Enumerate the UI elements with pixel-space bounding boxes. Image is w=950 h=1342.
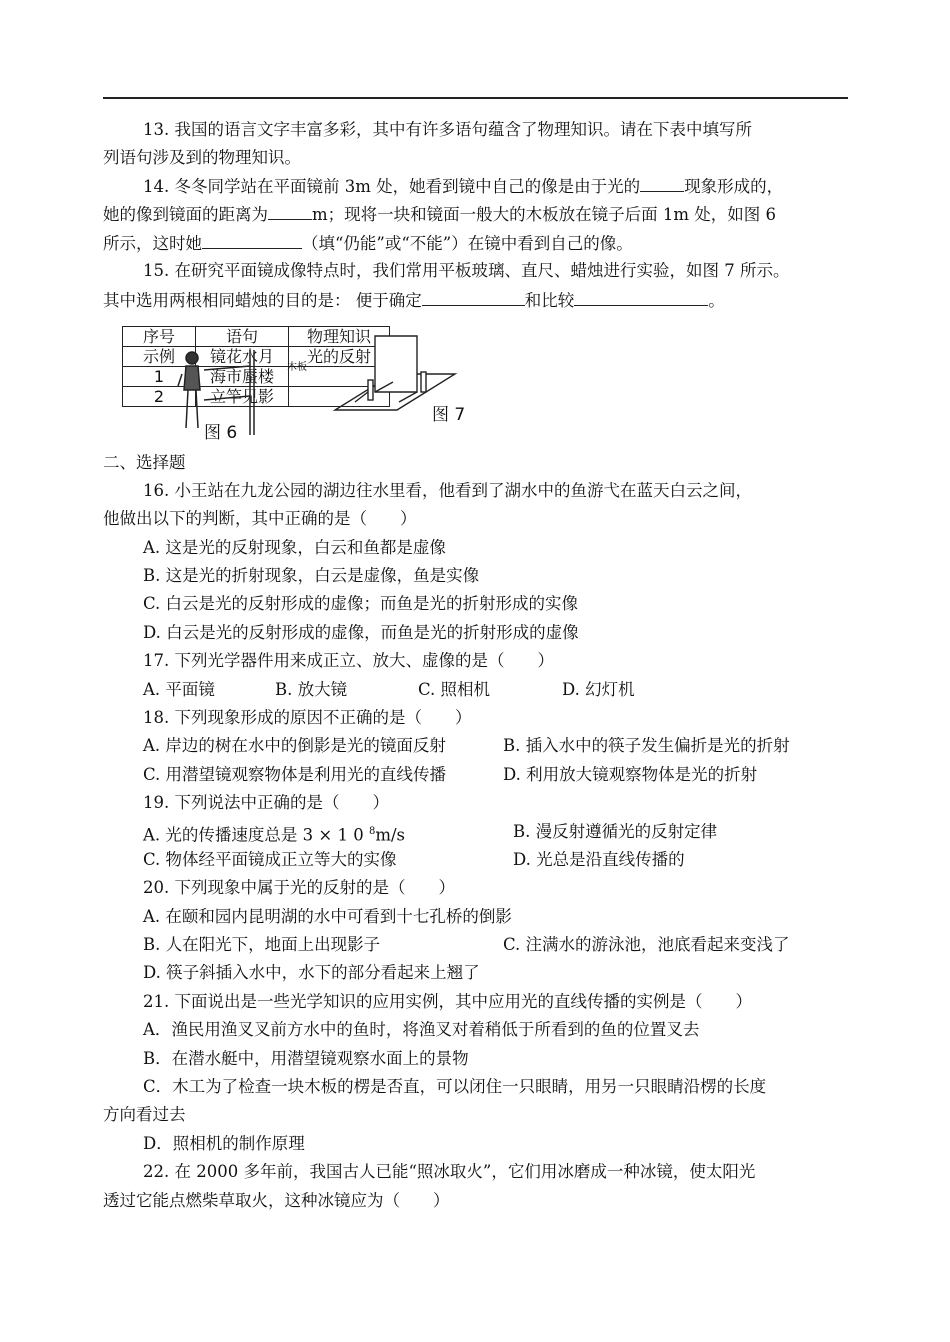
q14-line1b: 现象形成的， <box>684 177 784 196</box>
q19-a-unit: m/s <box>375 825 406 845</box>
q16-option-a[interactable]: A. 这是光的反射现象，白云和鱼都是虚像 <box>143 538 446 557</box>
q17-option-a[interactable]: A. 平面镜 <box>143 680 215 699</box>
q18-option-b[interactable]: B. 插入水中的筷子发生偏折是光的折射 <box>503 736 790 755</box>
q17-option-d[interactable]: D. 幻灯机 <box>562 680 635 699</box>
q21-option-c-line2[interactable]: 方向看过去 <box>103 1105 186 1124</box>
q16-option-c[interactable]: C. 白云是光的反射形成的虚像；而鱼是光的折射形成的实像 <box>143 594 579 613</box>
q14-line1 <box>143 175 783 198</box>
q15-line1: 15. 在研究平面镜成像特点时，我们常用平板玻璃、直尺、蜡烛进行实验，如图 7 所示。 <box>143 261 790 280</box>
q16-line1: 16. 小王站在九龙公园的湖边往水里看，他看到了湖水中的鱼游弋在蓝天白云之间， <box>143 481 752 500</box>
table-cell: 镜花水月 <box>196 347 289 367</box>
table-cell: 光的反射 <box>289 347 390 367</box>
q20-option-b[interactable]: B. 人在阳光下，地面上出现影子 <box>143 935 381 954</box>
q13-line2: 列语句涉及到的物理知识。 <box>103 148 301 167</box>
q19-stem: 19. 下列说法中正确的是（ ） <box>143 793 389 812</box>
q19-option-c[interactable]: C. 物体经平面镜成正立等大的实像 <box>143 850 397 869</box>
q19-a-text: A. 光的传播速度总是 3 × 1 0 <box>143 825 369 845</box>
q15-line2b: 和比较 <box>524 291 575 310</box>
q21-option-c-line1[interactable]: C．木工为了检查一块木板的楞是否直，可以闭住一只眼睛，用另一只眼睛沿楞的长度 <box>143 1077 767 1096</box>
table-cell: 2 <box>123 387 196 407</box>
q22-line1: 22. 在 2000 多年前，我国古人已能“照冰取火”，它们用冰磨成一种冰镜，使太阳光 <box>143 1162 756 1181</box>
girl-figure <box>178 352 200 428</box>
table-cell: 1 <box>123 367 196 387</box>
q21-option-a[interactable]: A．渔民用渔叉叉前方水中的鱼时，将渔叉对着稍低于所看到的鱼的位置叉去 <box>143 1020 700 1039</box>
q14-line2a: 她的像到镜面的距离为 <box>103 205 268 224</box>
table-header: 语句 <box>196 327 289 347</box>
section-choice-header: 二、选择题 <box>103 453 186 472</box>
figure-7-label: 图 7 <box>432 405 466 425</box>
q18-option-d[interactable]: D. 利用放大镜观察物体是光的折射 <box>503 765 758 784</box>
q21-option-d[interactable]: D．照相机的制作原理 <box>143 1134 305 1153</box>
q19-a-exponent: 8 <box>368 826 376 837</box>
candle-back <box>421 372 426 392</box>
q18-option-a[interactable]: A. 岸边的树在水中的倒影是光的镜面反射 <box>143 736 446 755</box>
q18-option-c[interactable]: C. 用潜望镜观察物体是利用光的直线传播 <box>143 765 447 784</box>
q16-line2: 他做出以下的判断，其中正确的是（ ） <box>103 509 417 528</box>
q17-option-c[interactable]: C. 照相机 <box>418 680 491 699</box>
q15-blank-2[interactable] <box>574 289 708 306</box>
board-label: 木板 <box>287 362 307 373</box>
q17-stem: 17. 下列光学器件用来成正立、放大、虚像的是（ ） <box>143 651 554 670</box>
q19-option-b[interactable]: B. 漫反射遵循光的反射定律 <box>513 822 718 841</box>
q15-line2a: 其中选用两根相同蜡烛的目的是： 便于确定 <box>103 291 422 310</box>
candle-front <box>368 380 373 400</box>
q18-stem: 18. 下列现象形成的原因不正确的是（ ） <box>143 708 472 727</box>
q14-blank-3[interactable] <box>202 232 302 249</box>
q17-option-b[interactable]: B. 放大镜 <box>275 680 348 699</box>
table-header: 物理知识 <box>289 327 390 347</box>
q14-line3 <box>103 232 633 255</box>
header-rule <box>103 97 848 99</box>
table-cell: 海市蜃楼 <box>196 367 289 387</box>
table-cell: 立竿见影 <box>196 387 289 407</box>
q14-line2 <box>103 203 776 226</box>
q15-line2 <box>103 289 725 312</box>
q14-blank-1[interactable] <box>640 175 684 192</box>
q20-option-c[interactable]: C. 注满水的游泳池，池底看起来变浅了 <box>503 935 790 954</box>
q14-line3b: （填“仍能”或“不能”）在镜中看到自己的像。 <box>302 234 633 253</box>
q20-stem: 20. 下列现象中属于光的反射的是（ ） <box>143 878 455 897</box>
q19-option-d[interactable]: D. 光总是沿直线传播的 <box>513 850 685 869</box>
q14-blank-2[interactable] <box>268 203 312 220</box>
table-header: 序号 <box>123 327 196 347</box>
glass-plate <box>375 336 417 392</box>
q21-stem: 21. 下面说出是一些光学知识的应用实例，其中应用光的直线传播的实例是（ ） <box>143 992 752 1011</box>
q21-option-b[interactable]: B．在潜水艇中，用潜望镜观察水面上的景物 <box>143 1049 469 1068</box>
q13-line1: 13. 我国的语言文字丰富多彩，其中有许多语句蕴含了物理知识。请在下表中填写所 <box>143 120 752 139</box>
q22-line2: 透过它能点燃柴草取火，这种冰镜应为（ ） <box>103 1191 450 1210</box>
figure-6-label: 图 6 <box>204 423 238 443</box>
q14-line1a: 14. 冬冬同学站在平面镜前 3m 处，她看到镜中自己的像是由于光的 <box>143 177 641 196</box>
q15-blank-1[interactable] <box>422 289 525 306</box>
q19-option-a[interactable] <box>143 821 405 847</box>
table-cell: 示例 <box>123 347 196 367</box>
q16-option-b[interactable]: B. 这是光的折射现象，白云是虚像，鱼是实像 <box>143 566 480 585</box>
q16-option-d[interactable]: D. 白云是光的反射形成的虚像，而鱼是光的折射形成的虚像 <box>143 623 579 642</box>
q15-line2c: 。 <box>708 291 725 310</box>
q20-option-a[interactable]: A. 在颐和园内昆明湖的水中可看到十七孔桥的倒影 <box>143 907 512 926</box>
q14-line3a: 所示，这时她 <box>103 234 202 253</box>
q20-option-d[interactable]: D. 筷子斜插入水中，水下的部分看起来上翘了 <box>143 963 480 982</box>
q14-line2b: m；现将一块和镜面一般大的木板放在镜子后面 1m 处，如图 6 <box>312 205 777 224</box>
